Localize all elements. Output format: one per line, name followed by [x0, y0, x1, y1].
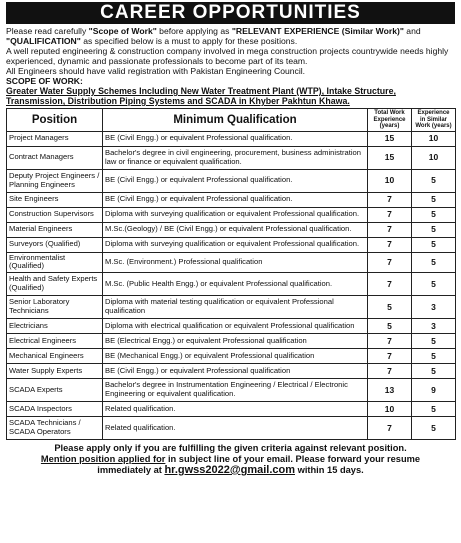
cell-total-experience: 7 [368, 416, 412, 439]
cell-qualification: Related qualification. [103, 416, 368, 439]
table-row [7, 222, 456, 237]
table-row [7, 401, 456, 416]
cell-position: Material Engineers [7, 222, 103, 237]
cell-total-experience: 10 [368, 169, 412, 192]
table-row [7, 333, 456, 348]
cell-total-experience: 13 [368, 378, 412, 401]
cell-total-experience: 7 [368, 333, 412, 348]
intro-text: as specified below is a must to apply for these positions. [80, 36, 298, 46]
intro-section [6, 26, 455, 106]
cell-position: SCADA Experts [7, 378, 103, 401]
table-row [7, 207, 456, 222]
cell-total-experience: 7 [368, 207, 412, 222]
table-row [7, 169, 456, 192]
cell-similar-experience: 3 [412, 318, 456, 333]
cell-similar-experience: 5 [412, 222, 456, 237]
cell-total-experience: 15 [368, 131, 412, 146]
table-row [7, 363, 456, 378]
header-qualification: Minimum Qualification [103, 109, 368, 132]
cell-similar-experience: 5 [412, 192, 456, 207]
header-similar-experience: Experience in Similar Work (years) [412, 109, 456, 132]
cell-similar-experience: 5 [412, 272, 456, 295]
cell-qualification: BE (Civil Engg.) or equivalent Professional qualification. [103, 169, 368, 192]
cell-similar-experience: 10 [412, 131, 456, 146]
cell-qualification: Bachelor's degree in civil engineering, procurement, business administration law or finance or equivalent qualification. [103, 146, 368, 169]
intro-emphasis: "Scope of Work" [88, 26, 157, 36]
cell-similar-experience: 5 [412, 416, 456, 439]
cell-qualification: BE (Civil Engg.) or equivalent Professional qualification [103, 363, 368, 378]
cell-qualification: Diploma with electrical qualification or equivalent Professional qualification [103, 318, 368, 333]
cell-similar-experience: 5 [412, 348, 456, 363]
cell-similar-experience: 5 [412, 363, 456, 378]
cell-similar-experience: 5 [412, 169, 456, 192]
cell-position: Site Engineers [7, 192, 103, 207]
cell-total-experience: 7 [368, 363, 412, 378]
intro-text: and [403, 26, 421, 36]
table-row [7, 378, 456, 401]
table-body [7, 131, 456, 439]
table-row [7, 295, 456, 318]
footer-line-1: Please apply only if you are fulfilling the given criteria against relevant position. [54, 442, 407, 453]
intro-text: Please read carefully [6, 26, 89, 36]
cell-similar-experience: 10 [412, 146, 456, 169]
cell-total-experience: 7 [368, 237, 412, 252]
header-total-experience: Total Work Experience (years) [368, 109, 412, 132]
cell-position: Mechanical Engineers [7, 348, 103, 363]
intro-paragraph-1 [6, 26, 455, 46]
table-row [7, 131, 456, 146]
intro-text: before applying as [156, 26, 232, 36]
cell-position: Construction Supervisors [7, 207, 103, 222]
cell-position: SCADA Technicians / SCADA Operators [7, 416, 103, 439]
footer-text: in subject line of your email. Please forward your resume [165, 453, 421, 464]
intro-emphasis: "RELEVANT EXPERIENCE (Similar Work)" [231, 26, 404, 36]
page-title: CAREER OPPORTUNITIES [6, 2, 455, 24]
cell-similar-experience: 5 [412, 237, 456, 252]
cell-qualification: BE (Civil Engg.) or equivalent Professional qualification. [103, 192, 368, 207]
cell-qualification: M.Sc. (Environment.) Professional qualification [103, 252, 368, 272]
cell-position: SCADA Inspectors [7, 401, 103, 416]
table-row [7, 318, 456, 333]
cell-similar-experience: 9 [412, 378, 456, 401]
cell-total-experience: 5 [368, 295, 412, 318]
table-row [7, 348, 456, 363]
table-row [7, 192, 456, 207]
cell-total-experience: 7 [368, 222, 412, 237]
cell-similar-experience: 5 [412, 333, 456, 348]
cell-qualification: Diploma with surveying qualification or equivalent Professional qualification. [103, 237, 368, 252]
cell-qualification: Bachelor's degree in Instrumentation Engineering / Electrical / Electronic Engineering or equivalent qualification. [103, 378, 368, 401]
cell-qualification: BE (Mechanical Engg.) or equivalent Professional qualification [103, 348, 368, 363]
cell-qualification: Diploma with surveying qualification or equivalent Professional qualification. [103, 207, 368, 222]
cell-total-experience: 10 [368, 401, 412, 416]
cell-position: Deputy Project Engineers / Planning Engineers [7, 169, 103, 192]
cell-position: Project Managers [7, 131, 103, 146]
footer-text: immediately at [97, 464, 165, 475]
table-row [7, 146, 456, 169]
cell-position: Electrical Engineers [7, 333, 103, 348]
cell-similar-experience: 5 [412, 207, 456, 222]
table-row [7, 416, 456, 439]
footer-line-3 [6, 465, 455, 476]
cell-position: Water Supply Experts [7, 363, 103, 378]
cell-qualification: Diploma with material testing qualification or equivalent Professional qualification [103, 295, 368, 318]
cell-total-experience: 7 [368, 348, 412, 363]
cell-position: Health and Safety Experts (Qualified) [7, 272, 103, 295]
scope-text: Greater Water Supply Schemes Including New Water Treatment Plant (WTP), Intake Structure, Transmission, Distribution Piping Systems and SCADA in Khyber Pakhtun Khawa. [6, 86, 396, 106]
table-row [7, 237, 456, 252]
email-link[interactable]: hr.gwss2022@gmail.com [164, 463, 295, 476]
cell-qualification: BE (Electrical Engg.) or equivalent Professional qualification [103, 333, 368, 348]
cell-total-experience: 15 [368, 146, 412, 169]
cell-position: Contract Managers [7, 146, 103, 169]
intro-paragraph-3: All Engineers should have valid registration with Pakistan Engineering Council. [6, 66, 306, 76]
cell-position: Senior Laboratory Technicians [7, 295, 103, 318]
footer-text: within 15 days. [295, 464, 364, 475]
cell-similar-experience: 3 [412, 295, 456, 318]
footer [6, 443, 455, 476]
scope-label: SCOPE OF WORK: [6, 76, 83, 86]
cell-qualification: Related qualification. [103, 401, 368, 416]
cell-total-experience: 5 [368, 318, 412, 333]
positions-table [6, 108, 456, 440]
cell-qualification: M.Sc. (Public Health Engg.) or equivalent Professional qualification. [103, 272, 368, 295]
cell-similar-experience: 5 [412, 252, 456, 272]
footer-emphasis: Mention position applied for [40, 453, 166, 464]
cell-position: Electricians [7, 318, 103, 333]
cell-position: Environmentalist (Qualified) [7, 252, 103, 272]
cell-qualification: M.Sc.(Geology) / BE (Civil Engg.) or equivalent Professional qualification. [103, 222, 368, 237]
header-position: Position [7, 109, 103, 132]
cell-total-experience: 7 [368, 192, 412, 207]
cell-qualification: BE (Civil Engg.) or equivalent Professional qualification. [103, 131, 368, 146]
cell-total-experience: 7 [368, 272, 412, 295]
intro-paragraph-2: A well reputed engineering & construction company involved in mega construction projects countrywide needs highly experienced, dynamic and passionate professionals to become part of its team. [6, 46, 449, 66]
cell-similar-experience: 5 [412, 401, 456, 416]
cell-position: Surveyors (Qualified) [7, 237, 103, 252]
table-row [7, 252, 456, 272]
cell-total-experience: 7 [368, 252, 412, 272]
table-row [7, 272, 456, 295]
intro-emphasis: "QUALIFICATION" [6, 36, 81, 46]
